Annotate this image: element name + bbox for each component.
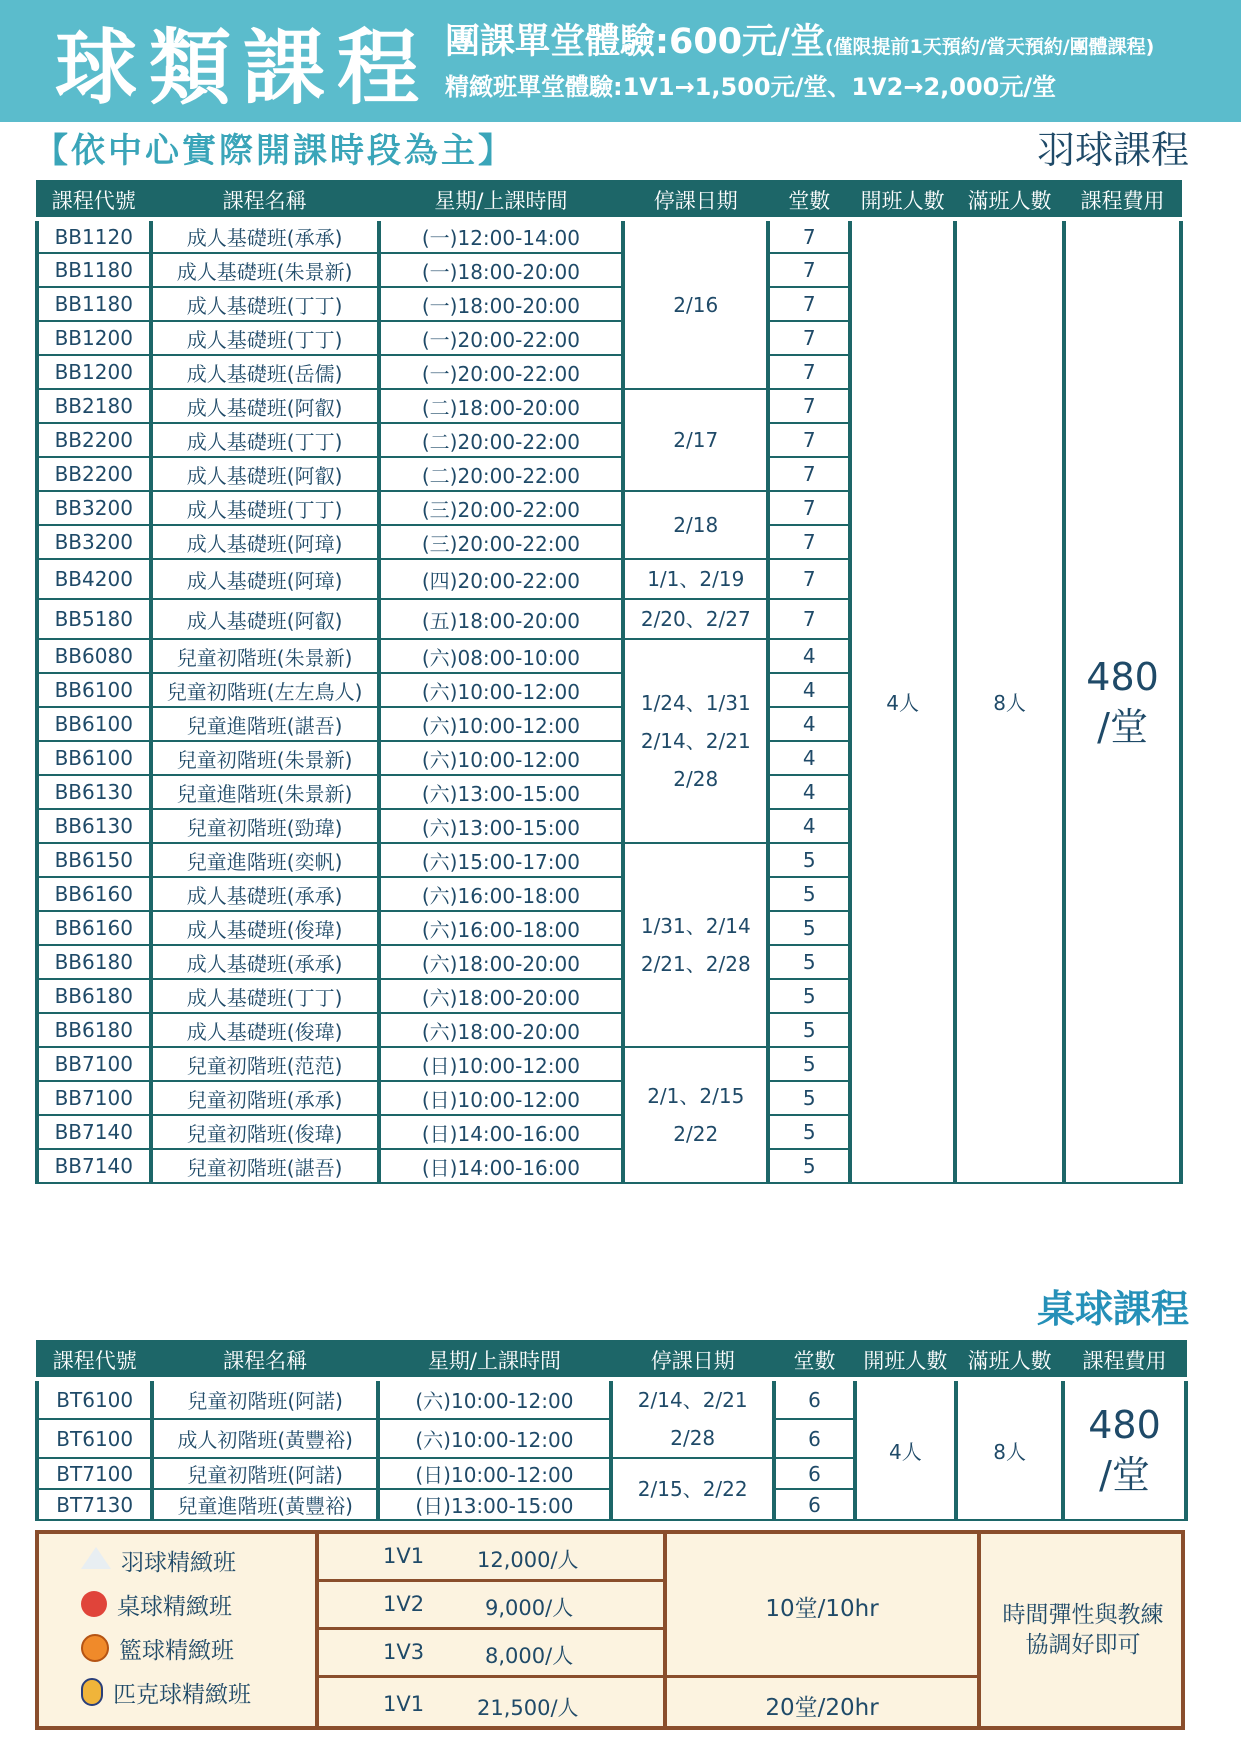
class-time: (日)10:00-12:00 <box>379 1047 624 1081</box>
course-name: 成人基礎班(岳儒) <box>151 355 379 389</box>
table-header-row <box>37 1341 1186 1379</box>
session-count: 7 <box>768 423 850 457</box>
course-name: 成人基礎班(丁丁) <box>151 491 379 525</box>
header-banner <box>0 0 1241 122</box>
col-header-code: 課程代號 <box>37 1341 152 1379</box>
course-code: BT6100 <box>37 1379 152 1419</box>
plan-ratio: 1V3 <box>383 1640 425 1664</box>
session-count: 5 <box>768 1115 850 1149</box>
suspend-date-line: 2/21、2/28 <box>640 952 751 976</box>
premium-class-label: 羽球精緻班 <box>121 1549 236 1576</box>
course-name: 兒童初階班(諶吾) <box>151 1149 379 1183</box>
course-code: BT7130 <box>37 1489 152 1520</box>
course-name: 兒童初階班(阿諾) <box>152 1458 378 1489</box>
class-time: (六)15:00-17:00 <box>379 843 624 877</box>
class-time: (六)16:00-18:00 <box>379 877 624 911</box>
full-count: 8人 <box>955 219 1064 1183</box>
plan-price: 8,000/人 <box>485 1644 574 1668</box>
fee-unit: /堂 <box>1097 704 1148 749</box>
suspend-date-line: 2/16 <box>673 292 719 317</box>
class-time: (日)14:00-16:00 <box>379 1115 624 1149</box>
class-time: (六)10:00-12:00 <box>378 1419 611 1458</box>
suspend-date-line: 2/28 <box>673 767 719 791</box>
suspend-dates <box>623 599 768 639</box>
open-count: 4人 <box>855 1379 957 1520</box>
divider <box>317 1627 665 1630</box>
plan-ratio: 1V2 <box>383 1592 425 1616</box>
class-time: (六)16:00-18:00 <box>379 911 624 945</box>
premium-schedule-note <box>981 1600 1185 1660</box>
table-row <box>37 219 1181 253</box>
col-header-open: 開班人數 <box>850 181 955 219</box>
course-name: 成人基礎班(阿叡) <box>151 389 379 423</box>
course-code: BB6180 <box>37 1013 151 1047</box>
session-count: 7 <box>768 287 850 321</box>
session-count: 4 <box>768 809 850 843</box>
course-name: 兒童初階班(范范) <box>151 1047 379 1081</box>
divider <box>315 1534 319 1726</box>
suspend-date-line: 1/1、2/19 <box>647 567 745 591</box>
class-time: (一)20:00-22:00 <box>379 321 624 355</box>
course-code: BB6100 <box>37 741 151 775</box>
class-time: (二)20:00-22:00 <box>379 457 624 491</box>
course-code: BB6100 <box>37 673 151 707</box>
page-title: 球類課程 <box>55 20 432 116</box>
col-header-sessions: 堂數 <box>768 181 850 219</box>
open-count: 4人 <box>850 219 955 1183</box>
fee-unit: /堂 <box>1099 1453 1150 1497</box>
suspend-dates <box>611 1379 775 1458</box>
course-code: BB6160 <box>37 877 151 911</box>
class-time: (六)08:00-10:00 <box>379 639 624 673</box>
course-code: BB7140 <box>37 1115 151 1149</box>
col-header-open: 開班人數 <box>855 1341 957 1379</box>
course-code: BB3200 <box>37 491 151 525</box>
session-count: 5 <box>768 877 850 911</box>
course-code: BT7100 <box>37 1458 152 1489</box>
premium-hours-extended: 20堂/20hr <box>765 1695 879 1721</box>
class-time: (一)12:00-14:00 <box>379 219 624 253</box>
col-header-name: 課程名稱 <box>152 1341 378 1379</box>
course-fee <box>1064 219 1181 1183</box>
course-name: 成人基礎班(丁丁) <box>151 321 379 355</box>
session-count: 6 <box>774 1379 854 1419</box>
course-name: 兒童初階班(朱景新) <box>151 639 379 673</box>
suspend-dates <box>623 1047 768 1183</box>
col-header-sessions: 堂數 <box>774 1341 854 1379</box>
course-name: 成人基礎班(丁丁) <box>151 979 379 1013</box>
tabletennis-section-title: 桌球課程 <box>1036 1287 1189 1331</box>
session-count: 4 <box>768 741 850 775</box>
fee-amount: 480 <box>1088 1403 1161 1447</box>
suspend-date-line: 2/15、2/22 <box>637 1477 748 1501</box>
course-name: 成人基礎班(丁丁) <box>151 423 379 457</box>
course-code: BB6150 <box>37 843 151 877</box>
col-header-suspend: 停課日期 <box>623 181 768 219</box>
class-time: (二)18:00-20:00 <box>379 389 624 423</box>
session-count: 7 <box>768 599 850 639</box>
col-header-time: 星期/上課時間 <box>379 181 624 219</box>
class-time: (一)18:00-20:00 <box>379 287 624 321</box>
plan-price: 21,500/人 <box>477 1696 579 1720</box>
class-time: (日)10:00-12:00 <box>379 1081 624 1115</box>
col-header-fee: 課程費用 <box>1064 181 1181 219</box>
session-count: 5 <box>768 979 850 1013</box>
group-trial-main: 團課單堂體驗:600元/堂 <box>445 22 825 62</box>
course-name: 兒童初階班(承承) <box>151 1081 379 1115</box>
premium-class-tabletennis <box>81 1584 232 1624</box>
course-fee <box>1063 1379 1186 1520</box>
session-count: 7 <box>768 525 850 559</box>
suspend-dates <box>623 491 768 559</box>
class-time: (六)10:00-12:00 <box>379 673 624 707</box>
table-row <box>37 1379 1186 1419</box>
suspend-date-line: 2/18 <box>673 513 719 537</box>
course-name: 成人基礎班(朱景新) <box>151 253 379 287</box>
session-count: 6 <box>774 1419 854 1458</box>
course-code: BB2180 <box>37 389 151 423</box>
session-count: 4 <box>768 775 850 809</box>
course-name: 兒童初階班(朱景新) <box>151 741 379 775</box>
private-trial-price: 精緻班單堂體驗:1V1→1,500元/堂、1V2→2,000元/堂 <box>445 73 1057 101</box>
class-time: (六)13:00-15:00 <box>379 809 624 843</box>
course-name: 兒童進階班(朱景新) <box>151 775 379 809</box>
session-count: 7 <box>768 389 850 423</box>
premium-class-basketball <box>81 1628 234 1668</box>
session-count: 7 <box>768 253 850 287</box>
session-count: 7 <box>768 491 850 525</box>
premium-class-label: 桌球精緻班 <box>117 1593 232 1620</box>
divider <box>317 1675 979 1678</box>
course-name: 成人基礎班(阿叡) <box>151 457 379 491</box>
course-code: BB6180 <box>37 979 151 1013</box>
session-count: 6 <box>774 1458 854 1489</box>
suspend-date-line: 2/14、2/21 <box>640 729 751 753</box>
class-time: (三)20:00-22:00 <box>379 491 624 525</box>
plan-ratio: 1V1 <box>383 1692 425 1716</box>
course-name: 兒童進階班(黃豐裕) <box>152 1489 378 1520</box>
course-code: BB1200 <box>37 355 151 389</box>
premium-class-pickleball <box>81 1672 251 1712</box>
group-trial-price <box>445 20 1154 69</box>
session-count: 5 <box>768 1081 850 1115</box>
premium-hours-standard: 10堂/10hr <box>765 1596 879 1622</box>
course-code: BB4200 <box>37 559 151 599</box>
session-count: 7 <box>768 219 850 253</box>
course-code: BB2200 <box>37 457 151 491</box>
col-header-time: 星期/上課時間 <box>378 1341 611 1379</box>
badminton-schedule-table <box>35 180 1183 1184</box>
plan-price: 12,000/人 <box>477 1548 579 1572</box>
course-name: 成人基礎班(承承) <box>151 945 379 979</box>
class-time: (一)20:00-22:00 <box>379 355 624 389</box>
col-header-name: 課程名稱 <box>151 181 379 219</box>
course-code: BB7100 <box>37 1047 151 1081</box>
session-count: 7 <box>768 559 850 599</box>
course-name: 成人基礎班(承承) <box>151 219 379 253</box>
course-code: BB2200 <box>37 423 151 457</box>
session-count: 7 <box>768 321 850 355</box>
course-name: 成人基礎班(俊瑋) <box>151 1013 379 1047</box>
session-count: 5 <box>768 911 850 945</box>
session-count: 4 <box>768 707 850 741</box>
ping-pong-icon <box>81 1591 107 1617</box>
course-code: BB7140 <box>37 1149 151 1183</box>
course-code: BB6130 <box>37 775 151 809</box>
course-name: 成人基礎班(丁丁) <box>151 287 379 321</box>
session-count: 5 <box>768 1013 850 1047</box>
col-header-full: 滿班人數 <box>955 181 1064 219</box>
course-code: BB1180 <box>37 253 151 287</box>
suspend-date-line: 2/20、2/27 <box>640 607 751 631</box>
course-name: 成人基礎班(阿璋) <box>151 559 379 599</box>
premium-note-line: 時間彈性與教練 <box>1002 1602 1164 1628</box>
course-code: BB5180 <box>37 599 151 639</box>
course-name: 兒童進階班(諶吾) <box>151 707 379 741</box>
course-code: BB6180 <box>37 945 151 979</box>
class-time: (六)13:00-15:00 <box>379 775 624 809</box>
schedule-notice: 【依中心實際開課時段為主】 <box>34 131 515 171</box>
course-code: BB1180 <box>37 287 151 321</box>
session-count: 4 <box>768 673 850 707</box>
course-name: 成人基礎班(阿叡) <box>151 599 379 639</box>
session-count: 5 <box>768 1047 850 1081</box>
suspend-dates <box>623 559 768 599</box>
col-header-suspend: 停課日期 <box>611 1341 775 1379</box>
course-code: BB1120 <box>37 219 151 253</box>
class-time: (二)20:00-22:00 <box>379 423 624 457</box>
class-time: (六)10:00-12:00 <box>379 741 624 775</box>
suspend-date-line: 2/14、2/21 <box>637 1388 748 1412</box>
class-time: (五)18:00-20:00 <box>379 599 624 639</box>
premium-class-table <box>35 1530 1185 1730</box>
plan-ratio: 1V1 <box>383 1544 425 1568</box>
class-time: (六)18:00-20:00 <box>379 979 624 1013</box>
suspend-dates <box>623 843 768 1047</box>
course-name: 兒童初階班(阿諾) <box>152 1379 378 1419</box>
suspend-date-line: 2/28 <box>670 1426 716 1450</box>
premium-class-label: 匹克球精緻班 <box>113 1681 251 1708</box>
session-count: 4 <box>768 639 850 673</box>
badminton-section-title: 羽球課程 <box>1036 128 1189 172</box>
pickleball-icon <box>81 1678 103 1706</box>
course-name: 兒童初階班(左左鳥人) <box>151 673 379 707</box>
fee-amount: 480 <box>1086 654 1159 699</box>
course-code: BB7100 <box>37 1081 151 1115</box>
suspend-date-line: 2/17 <box>673 428 719 452</box>
suspend-date-line: 1/31、2/14 <box>640 914 751 938</box>
shuttlecock-icon <box>81 1547 111 1569</box>
course-code: BB1200 <box>37 321 151 355</box>
premium-class-label: 籃球精緻班 <box>119 1637 234 1664</box>
course-code: BB6130 <box>37 809 151 843</box>
col-header-full: 滿班人數 <box>956 1341 1063 1379</box>
class-time: (四)20:00-22:00 <box>379 559 624 599</box>
course-code: BT6100 <box>37 1419 152 1458</box>
basketball-icon <box>81 1634 109 1662</box>
course-code: BB6100 <box>37 707 151 741</box>
session-count: 5 <box>768 1149 850 1183</box>
session-count: 7 <box>768 457 850 491</box>
tabletennis-schedule-table <box>35 1340 1188 1521</box>
session-count: 5 <box>768 843 850 877</box>
class-time: (日)14:00-16:00 <box>379 1149 624 1183</box>
course-name: 成人基礎班(阿璋) <box>151 525 379 559</box>
suspend-date-line: 2/1、2/15 <box>647 1084 745 1108</box>
suspend-date-line: 1/24、1/31 <box>640 691 751 715</box>
class-time: (六)18:00-20:00 <box>379 945 624 979</box>
class-time: (六)10:00-12:00 <box>379 707 624 741</box>
session-count: 7 <box>768 355 850 389</box>
suspend-dates <box>623 389 768 491</box>
class-time: (日)10:00-12:00 <box>378 1458 611 1489</box>
col-header-code: 課程代號 <box>37 181 151 219</box>
suspend-dates <box>623 639 768 843</box>
plan-price: 9,000/人 <box>485 1596 574 1620</box>
group-trial-note: (僅限提前1天預約/當天預約/團體課程) <box>824 36 1155 58</box>
full-count: 8人 <box>956 1379 1063 1520</box>
course-name: 兒童初階班(俊瑋) <box>151 1115 379 1149</box>
table-header-row <box>37 181 1181 219</box>
session-count: 6 <box>774 1489 854 1520</box>
class-time: (六)18:00-20:00 <box>379 1013 624 1047</box>
course-name: 兒童進階班(奕帆) <box>151 843 379 877</box>
suspend-dates <box>611 1458 775 1520</box>
course-name: 成人初階班(黃豐裕) <box>152 1419 378 1458</box>
course-code: BB6080 <box>37 639 151 673</box>
premium-class-badminton <box>81 1540 236 1580</box>
course-name: 成人基礎班(承承) <box>151 877 379 911</box>
suspend-dates <box>623 219 768 389</box>
class-time: (一)18:00-20:00 <box>379 253 624 287</box>
premium-note-line: 協調好即可 <box>1025 1632 1141 1658</box>
course-name: 兒童初階班(勁瑋) <box>151 809 379 843</box>
course-code: BB6160 <box>37 911 151 945</box>
class-time: (三)20:00-22:00 <box>379 525 624 559</box>
col-header-fee: 課程費用 <box>1063 1341 1186 1379</box>
course-code: BB3200 <box>37 525 151 559</box>
session-count: 5 <box>768 945 850 979</box>
class-time: (六)10:00-12:00 <box>378 1379 611 1419</box>
course-name: 成人基礎班(俊瑋) <box>151 911 379 945</box>
suspend-date-line: 2/22 <box>673 1122 719 1146</box>
divider <box>317 1579 665 1582</box>
class-time: (日)13:00-15:00 <box>378 1489 611 1520</box>
